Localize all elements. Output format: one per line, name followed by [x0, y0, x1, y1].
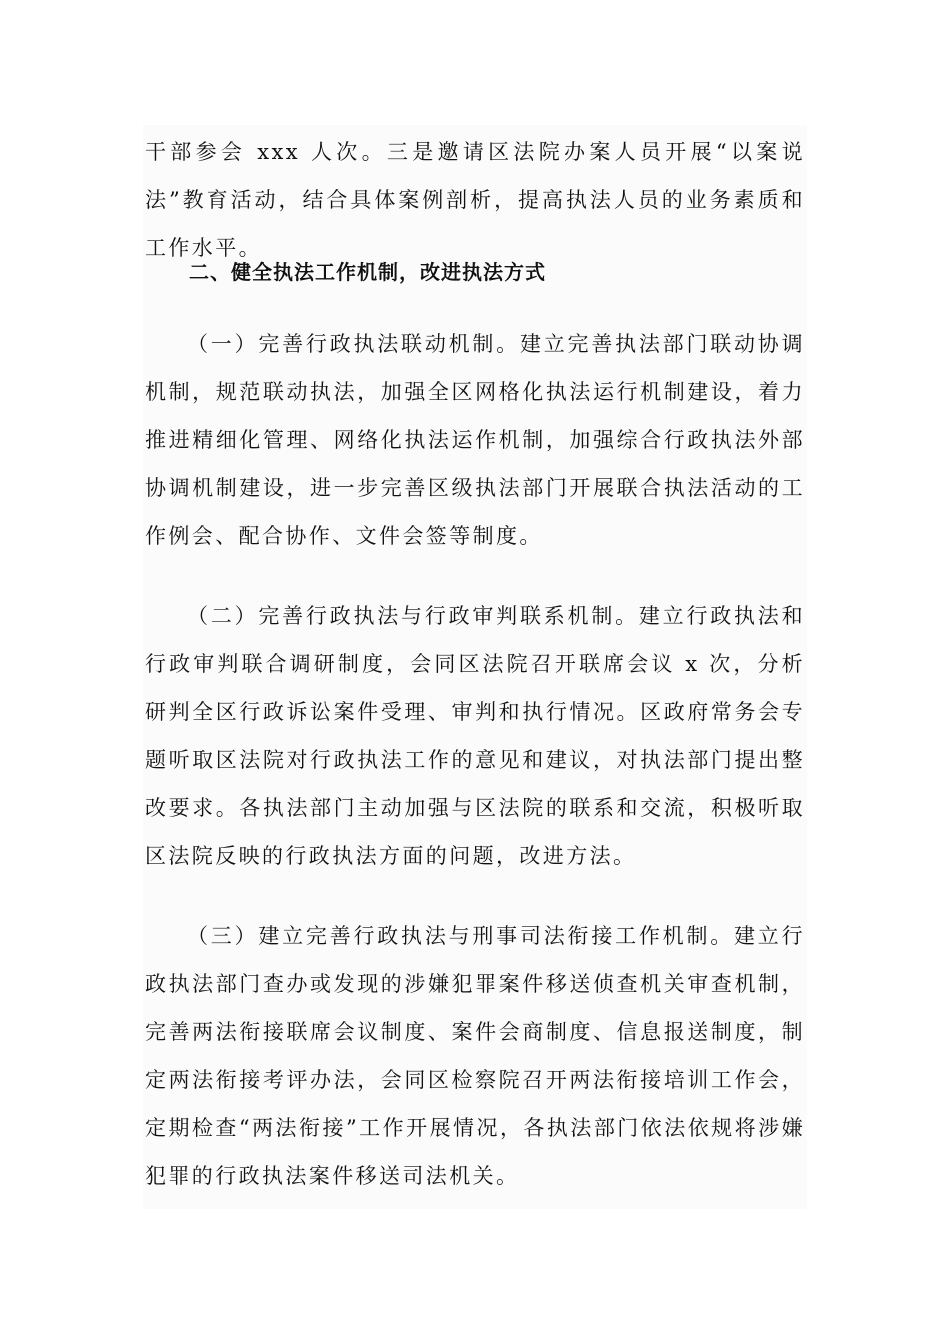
paragraph-linkage-mechanism: （一）完善行政执法联动机制。建立完善执法部门联动协调机制，规范联动执法，加强全区网格化执法运行机制建设，着力推进精细化管理、网络化执法运作机制，加强综合行政执法外部协调机制建设，进一步完善区级执法部门开展联合执法活动的工作例会、配合协作、文件会签等制度。 [145, 332, 805, 548]
section-heading: 二、健全执法工作机制，改进执法方式 [189, 260, 546, 284]
paragraph-adjudication-mechanism: （二）完善行政执法与行政审判联系机制。建立行政执法和行政审判联合调研制度，会同区法院召开联席会议 x 次，分析研判全区行政诉讼案件受理、审判和执行情况。区政府常务会专题听取区法院对行政执法工作的意见和建议，对执法部门提出整改要求。各执法部门主动加强与区法院的联系和交流，积极听取区法院反映的行政执法方面的问题，改进方法。 [145, 604, 805, 868]
paragraph-criminal-justice-mechanism: （三）建立完善行政执法与刑事司法衔接工作机制。建立行政执法部门查办或发现的涉嫌犯罪案件移送侦查机关审查机制，完善两法衔接联席会议制度、案件会商制度、信息报送制度，制定两法衔接考评办法，会同区检察院召开两法衔接培训工作会，定期检查“两法衔接”工作开展情况，各执法部门依法依规将涉嫌犯罪的行政执法案件移送司法机关。 [145, 924, 805, 1188]
paragraph-continuation: 干部参会 xxx 人次。三是邀请区法院办案人员开展“以案说法”教育活动，结合具体案例剖析，提高执法人员的业务素质和工作水平。 [145, 140, 805, 260]
